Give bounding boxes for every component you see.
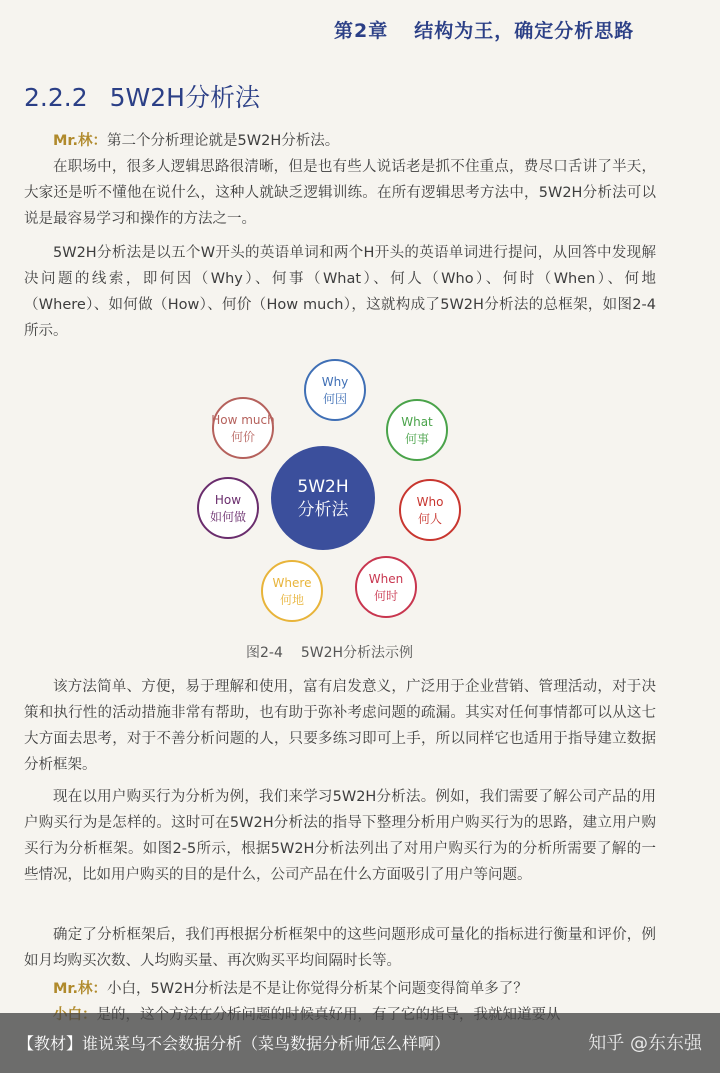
node-why (305, 360, 365, 420)
speaker-label: Mr.林： (53, 981, 108, 997)
paragraph-5: 现在以用户购买行为分析为例，我们来学习5W2H分析法。例如，我们需要了解公司产品的用户购买行为是怎样的。这时可在5W2H分析法的指导下整理分析用户购买行为的思路，建立用户购买行为分析框架。如图2-5所示，根据5W2H分析法列出了对用户购买行为的分析所需要了解的一些情况，比如用户购买的目的是什么，公司产品在什么方面吸引了用户等问题。 (24, 789, 656, 883)
paragraph-4: 该方法简单、方便，易于理解和使用，富有启发意义，广泛用于企业营销、管理活动，对于决策和执行性的活动措施非常有帮助，也有助于弥补考虑问题的疏漏。其实对任何事情都可以从这七大方面去思考，对于不善分析问题的人，只要多练习即可上手，所以同样它也适用于指导建立数据分析框架。 (24, 679, 656, 773)
overlay-title: 【教材】谁说菜鸟不会数据分析（菜鸟数据分析师怎么样啊） (18, 1034, 451, 1053)
node-how-much-zh: 何价 (230, 430, 256, 444)
node-who-zh: 何人 (417, 512, 443, 526)
diagram-center-circle (271, 446, 375, 550)
paragraph-7 (24, 976, 656, 1002)
node-why-circle (305, 360, 365, 420)
node-what-en: What (401, 415, 433, 429)
node-where (262, 561, 322, 621)
node-how-much-en: How much (211, 413, 275, 427)
paragraph-6: 确定了分析框架后，我们再根据分析框架中的这些问题形成可量化的指标进行衡量和评价，例如月均购买次数、人均购买量、再次购买平均间隔时长等。 (24, 927, 656, 969)
node-why-en: Why (321, 375, 349, 389)
node-what (387, 400, 447, 460)
node-when-zh: 何时 (373, 589, 399, 603)
chapter-header (334, 16, 634, 43)
section-title: 5W2H分析法 (109, 83, 260, 112)
caption-label: 图2-4 (246, 645, 283, 661)
node-who (400, 480, 460, 540)
section-number: 2.2.2 (24, 83, 88, 112)
node-what-zh: 何事 (404, 432, 430, 446)
paragraph-3: 5W2H分析法是以五个W开头的英语单词和两个H开头的英语单词进行提问，从回答中发现解决问题的线索，即何因（Why）、何事（What）、何人（Who）、何时（When）、何地（Where）、如何做（How）、何价（How much），这就构成了5W2H分析法的总框架，如图2-4所示。 (24, 245, 656, 339)
node-where-circle (262, 561, 322, 621)
section-heading (24, 78, 260, 114)
node-how-much (211, 398, 275, 458)
node-where-en: Where (272, 576, 312, 590)
node-how-much-circle (213, 398, 273, 458)
node-how-en: How (214, 493, 242, 507)
diagram-center-line1: 5W2H (297, 477, 349, 497)
node-when-circle (356, 557, 416, 617)
paragraph-text: 第二个分析理论就是5W2H分析法。 (107, 133, 340, 149)
paragraph-1 (24, 128, 656, 154)
node-why-zh: 何因 (322, 392, 348, 406)
caption-overlay-bar (0, 1013, 720, 1073)
node-how-zh: 如何做 (209, 510, 247, 524)
node-when-en: When (368, 572, 404, 586)
node-how-circle (198, 478, 258, 538)
node-who-en: Who (416, 495, 444, 509)
watermark: 知乎 @东东强 (588, 1033, 702, 1054)
paragraph-2: 在职场中，很多人逻辑思路很清晰，但是也有些人说话老是抓不住重点，费尽口舌讲了半天，大家还是听不懂他在说什么，这种人就缺乏逻辑训练。在所有逻辑思考方法中，5W2H分析法可以说是最容易学习和操作的方法之一。 (24, 159, 656, 227)
diagram-center-line2: 分析法 (297, 500, 349, 520)
speaker-label: Mr.林： (53, 133, 108, 149)
5w2h-diagram (180, 355, 490, 635)
chapter-number: 第2章 (334, 20, 389, 42)
caption-text: 5W2H分析法示例 (300, 645, 414, 661)
chapter-title: 结构为王，确定分析思路 (414, 20, 635, 42)
node-when (356, 557, 416, 617)
node-who-circle (400, 480, 460, 540)
paragraph-text: 小白，5W2H分析法是不是让你觉得分析某个问题变得简单多了？ (107, 981, 528, 997)
node-what-circle (387, 400, 447, 460)
node-where-zh: 何地 (279, 593, 305, 607)
figure-caption (246, 642, 413, 662)
node-how (198, 478, 258, 538)
